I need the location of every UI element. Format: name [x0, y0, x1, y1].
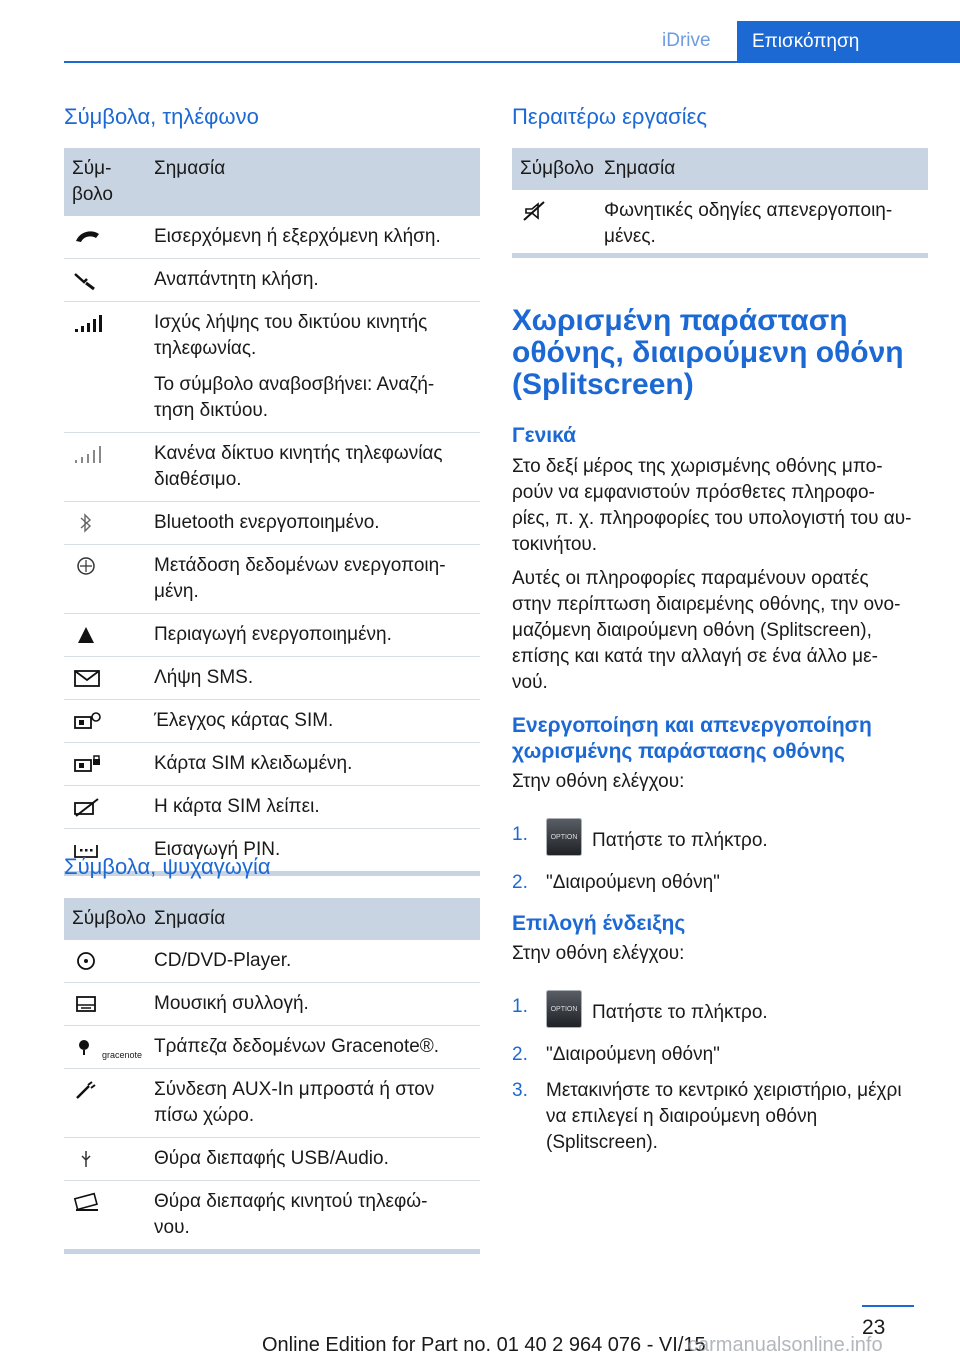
select-intro: Στην οθόνη ελέγχου: — [512, 943, 685, 964]
general-text — [512, 454, 942, 704]
step-text: Πατήστε το πλήκτρο. — [592, 830, 768, 852]
header-rule — [64, 61, 960, 63]
table-row — [64, 743, 480, 786]
symbol-cell — [64, 940, 154, 982]
symbol-cell — [64, 302, 154, 432]
table-row — [64, 1069, 480, 1138]
select-steps — [512, 994, 932, 1166]
meaning-text: Σύνδεση AUX-In μπροστά ή στον πίσω χώρο. — [154, 1079, 435, 1126]
page-number-rule — [862, 1305, 914, 1307]
table-row — [64, 786, 480, 829]
meaning-cell — [154, 786, 480, 828]
meaning-note: Το σύμβολο αναβοσβήνει: Αναζή- τηση δικτύου. — [154, 374, 435, 421]
step-text-wrap — [546, 1078, 902, 1156]
table-row — [64, 216, 480, 259]
symbol-cell — [64, 657, 154, 699]
meaning-text: Θύρα διεπαφής κινητού τηλεφώ- νου. — [154, 1191, 428, 1238]
meaning-cell — [154, 433, 480, 501]
option-button-icon — [546, 818, 582, 856]
meaning-text: Έλεγχος κάρτας SIM. — [154, 710, 334, 731]
step-number: 2. — [512, 1044, 528, 1065]
meaning-cell — [154, 302, 480, 432]
step-text: Πατήστε το πλήκτρο. — [592, 1002, 768, 1024]
symbol-cell — [64, 1138, 154, 1180]
symbol-cell — [64, 1181, 154, 1249]
sms-icon — [72, 667, 102, 689]
meaning-text: Κάρτα SIM κλειδωμένη. — [154, 753, 353, 774]
further-tasks-table — [512, 148, 928, 258]
entertainment-symbols-heading: Σύμβολα, ψυχαγωγία — [64, 854, 271, 879]
column-header-meaning: Σημασία — [604, 158, 676, 179]
meaning-text: Μετάδοση δεδομένων ενεργοποιη- μένη. — [154, 555, 446, 602]
step-text-wrap — [546, 1042, 720, 1068]
section-divider — [512, 253, 928, 258]
further-tasks-heading: Περαιτέρω εργασίες — [512, 104, 708, 129]
table-end-rule — [64, 1249, 480, 1254]
column-header-meaning: Σημασία — [154, 158, 226, 179]
table-row — [64, 1138, 480, 1181]
meaning-cell — [154, 1026, 480, 1068]
option-button-label: OPTION — [550, 1006, 578, 1013]
bluetooth-icon — [72, 512, 102, 534]
table-row — [512, 190, 928, 258]
meaning-text: Η κάρτα SIM λείπει. — [154, 796, 320, 817]
list-item — [512, 870, 932, 896]
meaning-cell — [154, 1069, 480, 1137]
table-row — [64, 700, 480, 743]
meaning-text: Λήψη SMS. — [154, 667, 254, 688]
symbol-cell — [64, 700, 154, 742]
meaning-cell — [154, 743, 480, 785]
no-network-icon — [72, 443, 102, 465]
table-row — [64, 259, 480, 302]
meaning-text: Ισχύς λήψης του δικτύου κινητής τηλεφωνίας. — [154, 312, 428, 359]
symbol-cell — [512, 190, 604, 258]
symbol-cell — [64, 786, 154, 828]
table-header — [512, 148, 928, 190]
step-text-wrap — [546, 822, 768, 860]
symbol-cell — [64, 1026, 154, 1068]
data-transfer-icon — [72, 555, 102, 577]
list-item — [512, 1078, 932, 1156]
meaning-text: Τράπεζα δεδομένων Gracenote®. — [154, 1036, 440, 1057]
step-text-wrap — [546, 870, 720, 896]
general-paragraph-1: Στο δεξί μέρος της χωρισμένης οθόνης μπο- ρούν να εμφανιστούν πρόσθετες πληροφο- ρίες, π. χ. πληροφορίες του υπολογιστή του αυ- τοκινήτου. — [512, 456, 912, 555]
option-button-icon — [546, 990, 582, 1028]
signal-strength-icon — [72, 312, 102, 334]
usb-icon — [72, 1148, 102, 1170]
meaning-cell — [154, 216, 480, 258]
gracenote-icon — [72, 1036, 102, 1058]
splitscreen-title: Χωρισμένη παράσταση οθόνης, διαιρούμενη οθόνη (Splitscreen) — [512, 304, 904, 401]
meaning-cell — [154, 940, 480, 982]
table-row — [64, 1181, 480, 1249]
table-row — [64, 433, 480, 502]
sim-check-icon — [72, 710, 102, 732]
meaning-cell — [604, 190, 928, 258]
meaning-cell — [154, 545, 480, 613]
step-text: "Διαιρούμενη οθόνη" — [546, 1044, 720, 1065]
meaning-text: Κανένα δίκτυο κινητής τηλεφωνίας διαθέσιμο. — [154, 443, 443, 490]
symbol-cell — [64, 983, 154, 1025]
list-item — [512, 822, 932, 860]
cd-icon — [72, 950, 102, 972]
step-text-wrap — [546, 994, 768, 1032]
phone-symbols-heading: Σύμβολα, τηλέφωνο — [64, 104, 259, 129]
meaning-text: CD/DVD-Player. — [154, 950, 292, 971]
table-row — [64, 657, 480, 700]
table-row — [64, 940, 480, 983]
meaning-text: Bluetooth ενεργοποιημένο. — [154, 512, 380, 533]
symbol-cell — [64, 743, 154, 785]
sim-locked-icon — [72, 753, 102, 775]
meaning-cell — [154, 1181, 480, 1249]
column-header-symbol: Σύμβολο — [72, 908, 146, 929]
table-header — [64, 898, 480, 940]
handset-icon — [72, 226, 102, 248]
music-collection-icon — [72, 993, 102, 1015]
symbol-cell — [64, 433, 154, 501]
activate-heading: Ενεργοποίηση και απενεργοποίηση χωρισμένης παράστασης οθόνης — [512, 714, 872, 763]
table-row — [64, 614, 480, 657]
step-number: 3. — [512, 1080, 528, 1101]
meaning-text: Μουσική συλλογή. — [154, 993, 309, 1014]
symbol-cell — [64, 216, 154, 258]
voice-guidance-off-icon — [520, 200, 550, 222]
page-number: 23 — [862, 1316, 886, 1339]
meaning-cell — [154, 502, 480, 544]
header-chapter-tab: Επισκόπηση — [737, 21, 960, 61]
list-item — [512, 994, 932, 1032]
table-row — [64, 545, 480, 614]
option-button-label: OPTION — [550, 834, 578, 841]
symbol-cell — [64, 614, 154, 656]
meaning-cell — [154, 700, 480, 742]
meaning-cell — [154, 259, 480, 301]
edition-note: Online Edition for Part no. 01 40 2 964 076 - VI/15 — [262, 1334, 706, 1356]
entertainment-symbols-table — [64, 898, 480, 1254]
aux-in-icon — [72, 1079, 102, 1101]
meaning-cell — [154, 983, 480, 1025]
list-item — [512, 1042, 932, 1068]
step-text: "Διαιρούμενη οθόνη" — [546, 872, 720, 893]
step-text: Μετακινήστε το κεντρικό χειριστήριο, μέχρι να επιλεγεί η διαιρούμενη οθόνη (Splitscreen). — [546, 1080, 902, 1153]
meaning-text: Φωνητικές οδηγίες απενεργοποιη- μένες. — [604, 200, 893, 247]
activate-steps — [512, 822, 932, 906]
missed-call-icon — [72, 269, 102, 291]
general-paragraph-2: Αυτές οι πληροφορίες παραμένουν ορατές στην περίπτωση διαιρεμένης οθόνης, την ονο- μαζόμενη διαιρούμενη οθόνη (Splitscreen), επίσης και κατά την αλλαγή σε ένα άλλο με- νού. — [512, 568, 901, 693]
table-row — [64, 1026, 480, 1069]
table-row — [64, 302, 480, 433]
symbol-cell — [64, 502, 154, 544]
meaning-text: Θύρα διεπαφής USB/Audio. — [154, 1148, 389, 1169]
general-heading: Γενικά — [512, 424, 577, 447]
meaning-text: Αναπάντητη κλήση. — [154, 269, 319, 290]
column-header-symbol: Σύμβολο — [520, 158, 594, 179]
meaning-cell — [154, 657, 480, 699]
meaning-text: Περιαγωγή ενεργοποιημένη. — [154, 624, 392, 645]
table-row — [64, 502, 480, 545]
phone-symbols-table — [64, 148, 480, 876]
roaming-icon — [72, 624, 102, 646]
watermark: carmanualsonline.info — [688, 1334, 883, 1356]
phone-interface-icon — [72, 1191, 102, 1213]
meaning-text: Εισαγωγή PIN. — [154, 839, 281, 860]
step-number: 1. — [512, 996, 528, 1017]
select-display-heading: Επιλογή ένδειξης — [512, 912, 686, 935]
meaning-cell — [154, 1138, 480, 1180]
column-header-symbol: Σύμ- βολο — [72, 158, 113, 205]
symbol-cell — [64, 545, 154, 613]
header-section-label: iDrive — [662, 30, 711, 51]
table-header — [64, 148, 480, 216]
sim-missing-icon — [72, 796, 102, 818]
step-number: 1. — [512, 824, 528, 845]
meaning-text: Εισερχόμενη ή εξερχόμενη κλήση. — [154, 226, 441, 247]
column-header-meaning: Σημασία — [154, 908, 226, 929]
step-number: 2. — [512, 872, 528, 893]
meaning-cell — [154, 614, 480, 656]
gracenote-logo-text: gracenote — [102, 1050, 143, 1060]
activate-intro: Στην οθόνη ελέγχου: — [512, 771, 685, 792]
symbol-cell — [64, 1069, 154, 1137]
table-row — [64, 983, 480, 1026]
symbol-cell — [64, 259, 154, 301]
